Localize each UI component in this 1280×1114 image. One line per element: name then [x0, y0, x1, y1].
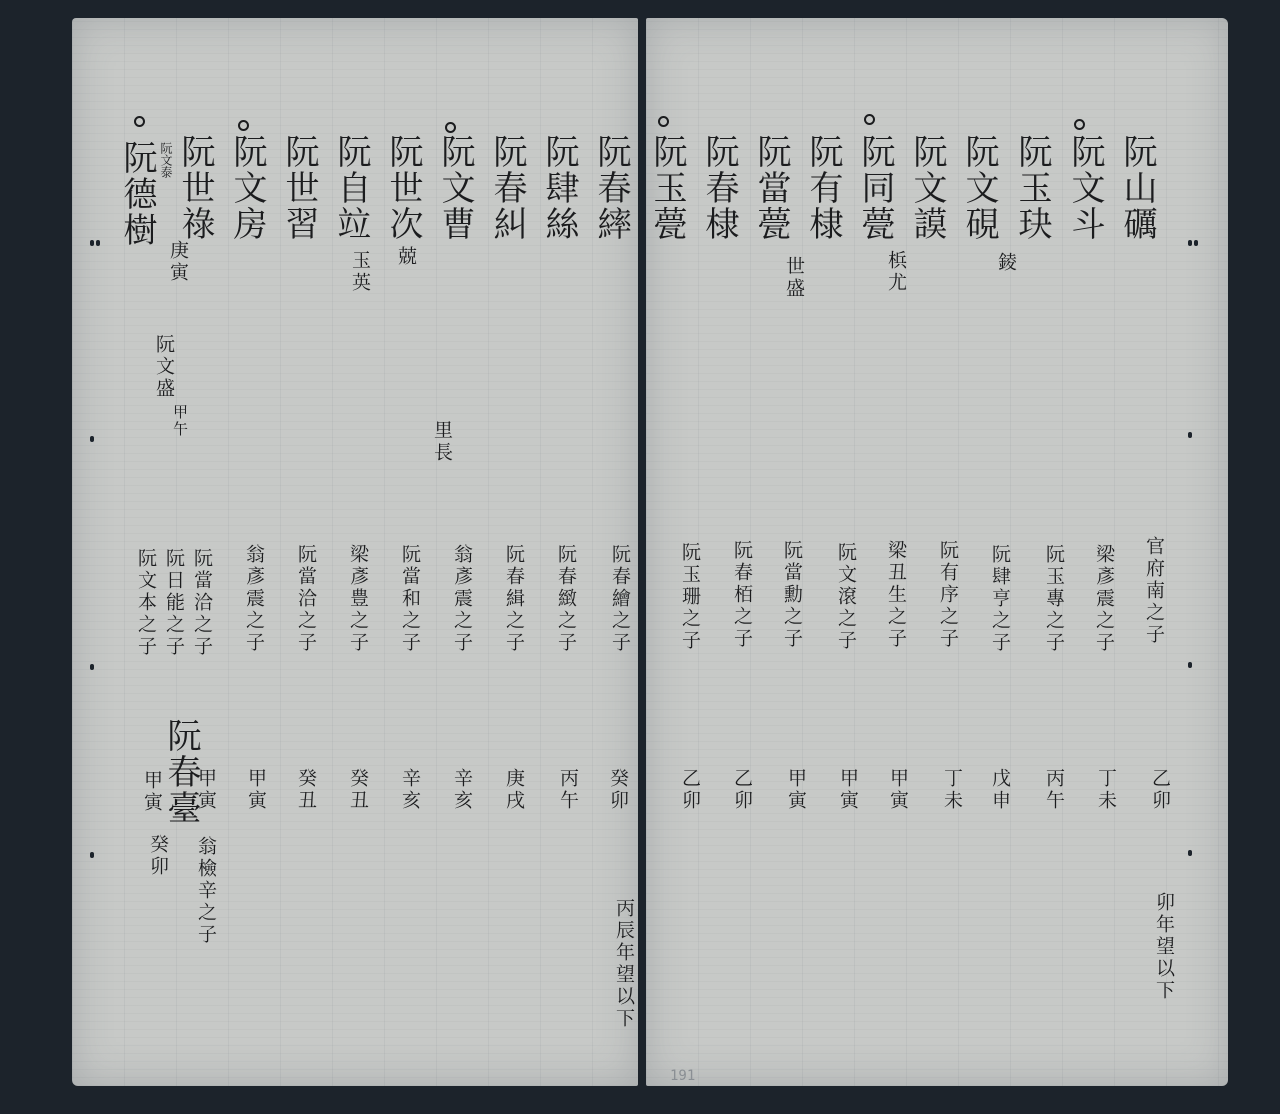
- parent-entry: 翁彥震之子: [451, 544, 473, 654]
- circle-mark-icon: [1074, 119, 1085, 130]
- circle-mark-icon: [658, 116, 669, 127]
- name-entry: 阮德樹: [117, 140, 157, 248]
- parent-entry: 阮日能之子: [163, 548, 185, 658]
- year-entry: 辛亥: [451, 768, 473, 812]
- name-entry: 阮自竝: [331, 134, 371, 242]
- name-entry: 阮文謨: [907, 134, 947, 242]
- year-entry: 庚戌: [503, 768, 525, 812]
- footer-note: 卯年望以下: [1153, 892, 1175, 1002]
- name-note: 阮文泰: [159, 142, 173, 178]
- parent-entry: 阮春栢之子: [731, 540, 753, 650]
- binding-hole: [1188, 432, 1192, 438]
- year-entry: 甲寅: [141, 770, 163, 814]
- name-note: 梹尤: [885, 250, 907, 294]
- name-entry: 阮文斗: [1065, 134, 1105, 242]
- year-entry: 甲寅: [837, 768, 859, 812]
- extra-entry: 阮春: [161, 718, 201, 790]
- year-entry: 丁未: [941, 768, 963, 812]
- parent-entry: 官府南之子: [1143, 536, 1165, 646]
- name-entry: 阮玉甍: [647, 134, 687, 242]
- name-entry: 阮世次: [383, 134, 423, 242]
- name-note: 甲午: [171, 404, 189, 438]
- binding-hole: [90, 852, 94, 858]
- year-entry: 癸丑: [347, 768, 369, 812]
- name-note: 兢: [395, 246, 417, 268]
- name-entry: 阮有棣: [803, 134, 843, 242]
- year-entry: 辛亥: [399, 768, 421, 812]
- name-entry: 阮當甍: [751, 134, 791, 242]
- name-note: 玉英: [349, 250, 371, 294]
- binding-hole: [96, 240, 100, 246]
- year-entry: 甲寅: [785, 768, 807, 812]
- year-entry: 癸卯: [147, 834, 169, 878]
- year-entry: 甲寅: [887, 768, 909, 812]
- circle-mark-icon: [238, 120, 249, 131]
- parent-entry: 梁彥豊之子: [347, 544, 369, 654]
- circle-mark-icon: [864, 114, 875, 125]
- parent-entry: 翁彥震之子: [243, 544, 265, 654]
- name-note: 庚寅: [167, 240, 189, 284]
- parent-entry: 梁彥震之子: [1093, 544, 1115, 654]
- binding-hole: [90, 240, 94, 246]
- parent-entry: 阮當洽之子: [191, 548, 213, 658]
- footer-note: 丙辰年望以下: [613, 898, 635, 1030]
- parent-entry: 阮文本之子: [135, 548, 157, 658]
- year-entry: 乙卯: [679, 768, 701, 812]
- parent-entry: 梁丑生之子: [885, 540, 907, 650]
- circle-mark-icon: [134, 116, 145, 127]
- binding-hole: [1188, 240, 1192, 246]
- circle-mark-icon: [445, 122, 456, 133]
- name-entry: 阮文曹: [435, 134, 475, 242]
- parent-entry: 阮文滾之子: [835, 542, 857, 652]
- name-entry: 阮春糾: [487, 134, 527, 242]
- name-note: 世盛: [783, 256, 805, 300]
- year-entry: 丁未: [1095, 768, 1117, 812]
- binding-hole: [1194, 240, 1198, 246]
- name-entry: 阮世習: [279, 134, 319, 242]
- binding-hole: [1188, 850, 1192, 856]
- year-entry: 癸卯: [607, 768, 629, 812]
- parent-entry: 阮有序之子: [937, 540, 959, 650]
- year-entry: 癸丑: [295, 768, 317, 812]
- name-note: 錂: [995, 252, 1017, 274]
- parent-entry: 阮玉珊之子: [679, 542, 701, 652]
- parent-entry: 阮玉專之子: [1043, 544, 1065, 654]
- year-entry: 丙午: [1043, 768, 1065, 812]
- parent-entry: 翁檢辛之子: [195, 836, 217, 946]
- year-entry: 戊申: [989, 768, 1011, 812]
- name-entry: 阮肆絲: [539, 134, 579, 242]
- title-label: 里長: [431, 420, 453, 464]
- name-entry: 阮同甍: [855, 134, 895, 242]
- name-entry: 阮文硯: [959, 134, 999, 242]
- parent-entry: 阮當勳之子: [781, 540, 803, 650]
- name-entry: 阮山礪: [1117, 134, 1157, 242]
- year-entry: 丙午: [557, 768, 579, 812]
- year-entry: 甲寅: [195, 768, 217, 812]
- page-stamp: 191: [670, 1068, 696, 1084]
- name-entry: 阮文房: [227, 134, 267, 242]
- parent-entry: 阮春緝之子: [503, 544, 525, 654]
- binding-hole: [1188, 662, 1192, 668]
- extra-entry: 臺: [161, 790, 201, 826]
- binding-hole: [90, 436, 94, 442]
- year-entry: 乙卯: [1149, 768, 1171, 812]
- name-entry: 阮春棣: [699, 134, 739, 242]
- parent-entry: 阮春緻之子: [555, 544, 577, 654]
- binding-hole: [90, 664, 94, 670]
- name-entry: 阮春繂: [591, 134, 631, 242]
- parent-entry: 阮春繪之子: [609, 544, 631, 654]
- year-entry: 乙卯: [731, 768, 753, 812]
- name-note: 阮文盛: [153, 334, 175, 400]
- name-entry: 阮世祿: [175, 134, 215, 242]
- parent-entry: 阮當洽之子: [295, 544, 317, 654]
- parent-entry: 阮肆亨之子: [989, 544, 1011, 654]
- year-entry: 甲寅: [245, 768, 267, 812]
- parent-entry: 阮當和之子: [399, 544, 421, 654]
- name-entry: 阮玉玦: [1012, 134, 1052, 242]
